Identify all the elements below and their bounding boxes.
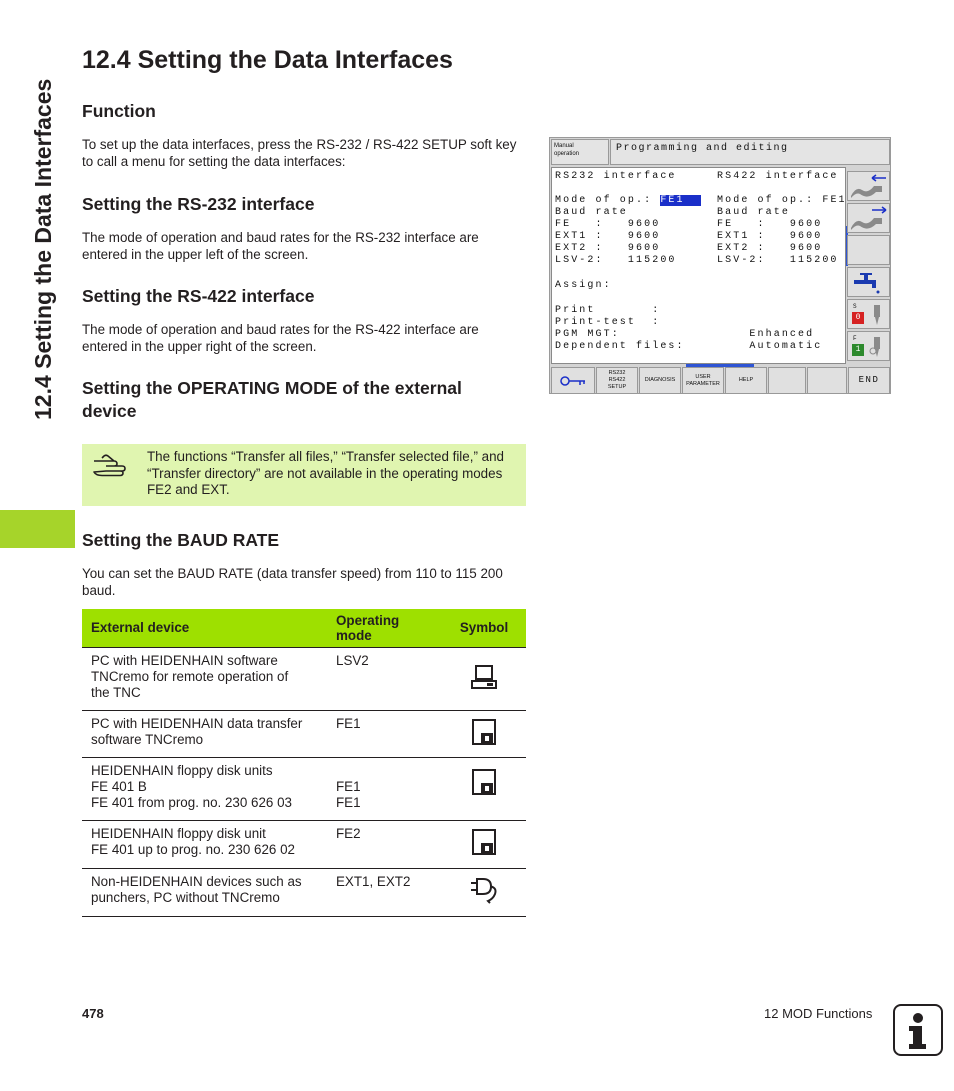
device-line: FE 401 from prog. no. 230 626 03 xyxy=(91,794,292,810)
mode-line: FE1 xyxy=(336,794,361,810)
device-cell xyxy=(82,868,327,916)
mode-cell: LSV2 xyxy=(327,647,442,710)
tnc-mode-line: operation xyxy=(554,151,580,157)
tnc-sk-help[interactable]: HELP xyxy=(725,367,767,394)
device-line: the TNC xyxy=(91,684,141,700)
device-line: TNCremo for remote operation of xyxy=(91,668,289,684)
tnc-mode-line: Manual xyxy=(554,143,574,149)
tnc-line: EXT1 : 9600 EXT1 : 9600 xyxy=(555,231,823,242)
device-line: HEIDENHAIN floppy disk units xyxy=(91,762,273,778)
tnc-vk-coolant[interactable] xyxy=(847,267,890,297)
tnc-f-label: F xyxy=(853,335,857,342)
opmode-heading-line2: device xyxy=(82,401,137,421)
mode-cell: FE2 xyxy=(327,820,442,868)
transfer-right-icon xyxy=(848,204,889,232)
device-cell xyxy=(82,647,327,710)
tnc-sk-empty-1[interactable] xyxy=(768,367,806,394)
mode-line: FE1 xyxy=(336,778,361,794)
side-running-title: 12.4 Setting the Data Interfaces xyxy=(30,78,56,420)
tnc-vk-transfer-left[interactable] xyxy=(847,171,890,201)
tnc-highlight-field[interactable]: FE1 xyxy=(660,195,701,206)
coolant-valve-icon xyxy=(848,268,889,296)
pc-terminal-icon xyxy=(470,663,498,691)
tnc-line: Assign: xyxy=(555,280,612,291)
header-symbol: Symbol xyxy=(442,609,526,647)
device-line: Non-HEIDENHAIN devices such as xyxy=(91,873,302,889)
tnc-line: Print : xyxy=(555,305,661,316)
tnc-line: PGM MGT: Enhanced xyxy=(555,329,815,340)
table-row xyxy=(82,710,526,757)
tnc-vk-spindle-off[interactable] xyxy=(847,299,890,329)
symbol-cell xyxy=(442,710,526,757)
sk-line: PARAMETER xyxy=(686,380,720,387)
tnc-start-button: 1 xyxy=(852,344,864,356)
rs232-text: The mode of operation and baud rates for the RS-232 interface are entered in the upper left of the screen. xyxy=(82,230,479,262)
device-line: software TNCremo xyxy=(91,731,204,747)
device-table xyxy=(82,609,526,917)
symbol-cell xyxy=(442,757,526,820)
sk-line: RS232 xyxy=(608,370,626,376)
info-icon-box xyxy=(893,1004,943,1056)
tnc-text: Mode of op.: FE1 xyxy=(700,195,847,206)
tnc-line: LSV-2: 115200 LSV-2: 115200 xyxy=(555,255,839,266)
rs422-heading: Setting the RS-422 interface xyxy=(82,286,315,306)
function-heading: Function xyxy=(82,101,156,121)
device-line: punchers, PC without TNCremo xyxy=(91,889,280,905)
table-row xyxy=(82,757,526,820)
rs232-heading: Setting the RS-232 interface xyxy=(82,194,315,214)
device-line: FE 401 up to prog. no. 230 626 02 xyxy=(91,841,295,857)
mode-cell: EXT1, EXT2 xyxy=(327,868,442,916)
tnc-line: Dependent files: Automatic xyxy=(555,341,823,352)
device-cell xyxy=(82,710,327,757)
symbol-cell xyxy=(442,868,526,916)
tnc-sk-rs-setup[interactable] xyxy=(596,367,638,394)
baud-text: You can set the BAUD RATE (data transfer speed) from 110 to 115 200 baud. xyxy=(82,566,503,598)
tnc-sk-end[interactable]: END xyxy=(848,367,890,394)
mode-cell: FE1 xyxy=(327,710,442,757)
symbol-cell xyxy=(442,647,526,710)
header-operating-mode: Operating mode xyxy=(327,609,442,647)
baud-heading: Setting the BAUD RATE xyxy=(82,530,280,550)
tnc-line: FE : 9600 FE : 9600 xyxy=(555,219,823,230)
device-line: HEIDENHAIN floppy disk unit xyxy=(91,825,266,841)
tnc-line: RS232 interface RS422 interface xyxy=(555,171,839,182)
spindle-icon xyxy=(870,304,884,326)
tnc-sk-key[interactable] xyxy=(551,367,595,394)
tnc-vk-spindle-on[interactable] xyxy=(847,331,890,361)
rs422-text: The mode of operation and baud rates for the RS-422 interface are entered in the upper right of the screen. xyxy=(82,322,479,354)
page-title: 12.4 Setting the Data Interfaces xyxy=(82,46,453,74)
tnc-sk-user-parameter[interactable] xyxy=(682,367,724,394)
transfer-left-icon xyxy=(848,172,889,200)
feed-icon xyxy=(868,336,886,358)
tnc-vk-transfer-right[interactable] xyxy=(847,203,890,233)
tnc-sk-diagnosis[interactable]: DIAGNOSIS xyxy=(639,367,681,394)
tnc-line: Baud rate Baud rate xyxy=(555,207,790,218)
info-icon xyxy=(895,1006,941,1054)
tnc-text: Mode of op.: xyxy=(555,195,661,206)
tnc-work-area xyxy=(551,167,846,364)
mode-cell xyxy=(327,757,442,820)
sk-line: RS422 xyxy=(608,377,626,383)
floppy-disk-icon xyxy=(471,768,497,796)
key-icon xyxy=(558,375,588,387)
table-row xyxy=(82,820,526,868)
chapter-tab-marker xyxy=(0,510,75,548)
page-number: 478 xyxy=(82,1006,104,1021)
sk-line: USER xyxy=(695,373,711,380)
pointing-hand-icon xyxy=(92,452,132,478)
tnc-line: Print-test : xyxy=(555,317,661,328)
function-text: To set up the data interfaces, press the RS-232 / RS-422 SETUP soft key to call a menu for setting the data interfaces: xyxy=(82,137,517,169)
device-cell xyxy=(82,757,327,820)
device-line: PC with HEIDENHAIN software xyxy=(91,652,278,668)
device-line: PC with HEIDENHAIN data transfer xyxy=(91,715,303,731)
opmode-heading-line1: Setting the OPERATING MODE of the external xyxy=(82,378,462,398)
symbol-cell xyxy=(442,820,526,868)
sk-line: SETUP xyxy=(607,384,627,390)
floppy-disk-icon xyxy=(471,828,497,856)
note-text: The functions “Transfer all files,” “Transfer selected file,” and “Transfer directory” are not available in the operating modes FE2 and EXT. xyxy=(147,449,504,497)
header-external-device: External device xyxy=(82,609,327,647)
tnc-screen xyxy=(549,137,891,394)
device-cell xyxy=(82,820,327,868)
table-row xyxy=(82,647,526,710)
device-line: FE 401 B xyxy=(91,778,147,794)
chapter-footer: 12 MOD Functions xyxy=(764,1006,873,1021)
table-row xyxy=(82,868,526,916)
tnc-title: Programming and editing xyxy=(610,139,890,165)
plug-icon xyxy=(469,876,499,904)
tnc-mode-label xyxy=(551,139,609,165)
table-header-row xyxy=(82,609,526,647)
tnc-s-label: S xyxy=(853,303,857,310)
tnc-sk-empty-2[interactable] xyxy=(807,367,847,394)
opmode-heading xyxy=(82,377,462,423)
tnc-stop-button: 0 xyxy=(852,312,864,324)
note-box xyxy=(82,444,526,506)
floppy-disk-icon xyxy=(471,718,497,746)
tnc-line: EXT2 : 9600 EXT2 : 9600 xyxy=(555,243,823,254)
tnc-vk-empty[interactable] xyxy=(847,235,890,265)
tnc-line-mode xyxy=(555,195,847,207)
